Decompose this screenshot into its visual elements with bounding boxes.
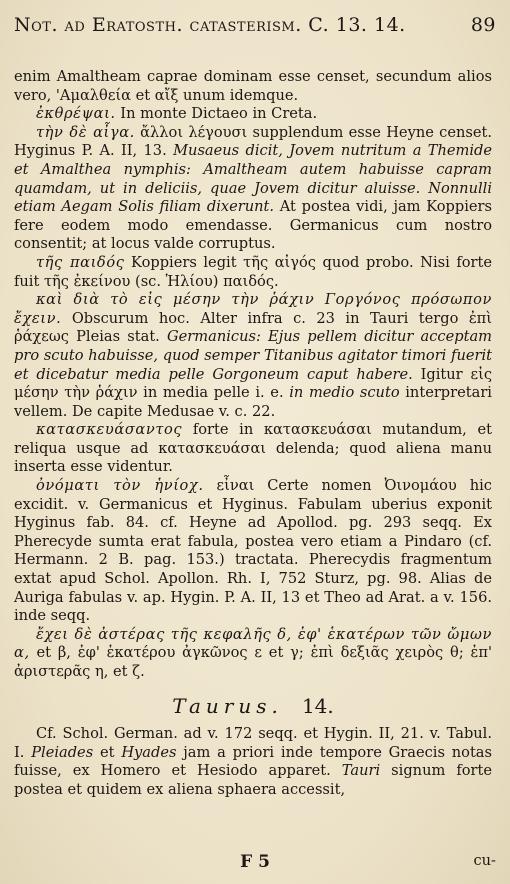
paragraph [14,105,492,124]
paragraph-text: ἄλλοι λέγουσι supplendum esse Heyne censet. Hyginus P. A. II, 13. [14,123,492,160]
greek-lemma: τὴν δὲ αἶγα. [36,123,135,141]
paragraph [14,421,492,477]
paragraph-text: forte in κατασκευάσαι mutandum, et reliqua usque ad κατασκευάσαι delenda; quod aliena manu inserta esse videntur. [14,421,492,476]
greek-lemma: τῆς παιδός [36,253,125,271]
paragraph-text: et [93,743,115,761]
section-number: 14. [301,693,334,718]
page-footer [14,852,496,874]
greek-lemma: ὀνόματι τὸν ἡνίοχ. [36,477,204,495]
paragraph [14,68,492,105]
paragraph-text: enim Amaltheam caprae dominam esse censet, secundum alios vero, 'Αμαλθεία et αἴξ unum idemque. [14,68,492,104]
paragraph [14,725,492,799]
running-header [14,14,496,42]
section-heading [14,693,492,718]
paragraph-text: εἶναι Certe nomen Ὀινομάου hic excidit. v. Germanicus et Hyginus. Fabulam uberius exponit Hyginus fab. 84. cf. Heyne ad Apollod. pg. 293 seqq. Ex Pherecyde sumta erat fabula, postea vero etiam a Pindaro (cf. Hermann. 2 B. pag. 153.) tractata. Pherecydis fragmentum extat apud Schol. Apollon. Rh. I, 752 Sturz, pg. 98. Alias de Auriga fabulas v. ap. Hygin. P. A. II, 13 et Theo ad Arat. a v. 156. inde seqq. [14,477,492,625]
paragraph [14,626,492,682]
catchword: cu- [473,852,496,869]
paragraph [14,254,492,291]
paragraph-text: Igitur εἰς μέσην τὴν ῥάχιν in media pelle i. e. [14,365,493,402]
greek-lemma: κατασκευάσαντος [36,421,183,439]
greek-lemma: ἔχει δὲ ἀστέρας τῆς κεφαλῆς δ, ἐφ' ἑκατέρων τῶν ὤμων α, [14,625,492,662]
greek-lemma: καὶ διὰ τὸ εἰς μέσην τὴν ῥάχιν Γοργόνος πρόσωπον ἔχειν. [14,291,492,327]
running-title: Not. ad Eratosth. catasterism. C. 13. 14. [14,14,406,36]
section-title: Taurus. [172,693,283,718]
signature-mark: F 5 [240,852,270,872]
greek-lemma: ἐκθρέψαι. [36,105,116,123]
paragraph-text: interpretari vellem. De capite Medusae v. c. 22. [14,384,492,420]
paragraph-text: signum forte postea et quidem ex aliena sphaera accessit, [14,762,493,798]
italic-quote: in medio scuto [283,384,400,402]
paragraph-text: et β, ἐφ' ἑκατέρου ἀγκῶνος ε et γ; ἐπὶ δεξιᾶς χειρὸς θ; ἐπ' ἀριστερᾶς η, et ζ. [14,644,492,680]
italic-quote: Hyades [114,743,177,761]
italic-quote: Pleiades [24,743,94,761]
paragraph [14,124,492,254]
paragraph-text: Cf. Schol. German. ad v. 172 seqq. et Hygin. II, 21. v. Tabul. I. [14,725,492,761]
italic-quote: Tauri [330,762,381,780]
italic-quote: Germanicus: Ejus pellem dicitur acceptam pro scuto habuisse, quod semper Titanibus agitator timori fuerit et dicebatur media pelle Gorgoneum caput habere. [14,328,492,383]
paragraph-text: Koppiers legit τῆς αἰγός quod probo. Nisi forte fuit τῆς ἐκείνου (sc. Ἡλίου) παιδός. [14,253,493,290]
paragraph-text: jam a priori inde tempore Graecis notas fuisse, ex Homero et Hesiodo apparet. [14,743,493,780]
paragraph-text: In monte Dictaeo in Creta. [115,105,318,123]
paragraph-text: Obscurum hoc. Alter infra c. 23 in Tauri tergo ἐπὶ ῥάχεως Pleias stat. [14,309,492,346]
page-number: 89 [470,14,496,36]
paragraph-text: At postea vidi, jam Koppiers fere eodem modo emendasse. Germanicus cum nostro consentit; at locus valde corruptus. [14,198,492,253]
italic-quote: Musaeus dicit, Jovem nutritum a Themide et Amalthea nymphis: Amaltheam autem habuisse capram quamdam, ut in deliciis, quae Jovem dicitur aluisse. Nonnulli etiam Aegam Solis filiam dixerunt. [14,142,492,216]
paragraph [14,291,492,421]
page-body [14,68,492,800]
paragraph [14,477,492,626]
